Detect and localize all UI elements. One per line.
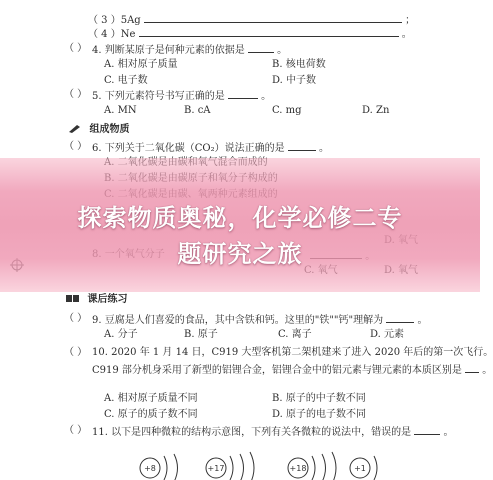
answer-blank[interactable] <box>144 12 402 23</box>
nucleus-charge-label: +17 <box>207 464 225 473</box>
fill-item-3-label: （ 3 ）5Ag <box>88 15 141 26</box>
option-c[interactable]: C. mg <box>272 105 302 116</box>
atom-structure-diagrams <box>0 444 480 480</box>
answer-paren[interactable]: （ ） <box>64 313 88 324</box>
book-icon <box>66 294 80 303</box>
option-d[interactable]: D. 中子数 <box>272 75 317 86</box>
answer-paren[interactable]: （ ） <box>64 43 88 54</box>
fill-item-4-label: （ 4 ）Ne <box>88 29 136 40</box>
option-d[interactable]: D. 元素 <box>370 329 405 340</box>
option-a[interactable]: A. 分子 <box>104 329 138 340</box>
atom-diagram-1 <box>140 454 178 480</box>
atom-diagram-4 <box>350 456 377 480</box>
answer-blank[interactable] <box>386 312 414 323</box>
fill-item-3-end: ； <box>405 15 416 26</box>
atom-diagram-3 <box>288 452 336 480</box>
answer-paren[interactable]: （ ） <box>64 347 88 358</box>
question-11-text: 11. 以下是四种微粒的结构示意图，下列有关各微粒的说法中，错误的是 <box>92 427 412 438</box>
nucleus-charge-label: +1 <box>354 464 366 473</box>
question-4-stem <box>92 42 287 58</box>
question-6-stem <box>92 140 329 156</box>
question-6-text: 6. 下列关于二氧化碳（CO₂）说法正确的是 <box>92 143 285 154</box>
answer-paren[interactable]: （ ） <box>64 89 88 100</box>
option-b[interactable]: B. 原子 <box>184 329 218 340</box>
section-heading-compose <box>68 123 129 137</box>
question-4-end: 。 <box>277 45 288 56</box>
question-9-end: 。 <box>417 315 428 326</box>
question-6-end: 。 <box>318 143 329 154</box>
option-c[interactable]: C. 电子数 <box>104 75 148 86</box>
option-b[interactable]: B. 核电荷数 <box>272 59 326 70</box>
question-11-stem <box>92 424 453 440</box>
fill-item-4 <box>88 26 412 42</box>
pencil-icon <box>68 124 82 133</box>
option-c[interactable]: C. 原子的质子数不同 <box>104 409 198 420</box>
question-5-stem <box>92 88 271 104</box>
answer-blank[interactable] <box>228 88 258 99</box>
question-5-end: 。 <box>261 91 272 102</box>
atom-diagram-2 <box>206 452 254 480</box>
answer-blank[interactable] <box>288 140 316 151</box>
banner-headline-line-1: 探索物质奥秘，化学必修二专 <box>77 204 403 232</box>
answer-paren[interactable]: （ ） <box>64 425 88 436</box>
section-heading-text: 组成物质 <box>89 124 130 135</box>
option-d[interactable]: D. Zn <box>362 105 390 116</box>
option-b[interactable]: B. 原子的中子数不同 <box>272 393 366 404</box>
answer-blank[interactable] <box>248 42 274 53</box>
answer-blank[interactable] <box>465 362 479 373</box>
question-10-end: 。 <box>482 365 493 376</box>
banner-headline <box>0 200 480 272</box>
question-10-text-2: C919 部分机身采用了新型的铝锂合金，铝锂合金中的铝元素与锂元素的本质区别是 <box>92 365 462 376</box>
question-4-text: 4. 判断某原子是何种元素的依据是 <box>92 45 245 56</box>
fill-item-4-end: 。 <box>401 29 412 40</box>
option-a[interactable]: A. MN <box>104 105 137 116</box>
option-c[interactable]: C. 离子 <box>278 329 312 340</box>
section-heading-practice <box>66 293 127 307</box>
question-9-stem <box>92 312 428 328</box>
answer-blank[interactable] <box>414 424 440 435</box>
answer-blank[interactable] <box>139 26 399 37</box>
option-a[interactable]: A. 相对原子质量不同 <box>104 393 198 404</box>
option-d[interactable]: D. 原子的电子数不同 <box>272 409 367 420</box>
nucleus-charge-label: +18 <box>289 464 307 473</box>
banner-headline-line-2: 题研究之旅 <box>177 240 303 268</box>
nucleus-charge-label: +8 <box>144 464 156 473</box>
question-5-text: 5. 下列元素符号书写正确的是 <box>92 91 225 102</box>
question-10-stem-2 <box>92 362 492 378</box>
question-10-stem: 10. 2020 年 1 月 14 日，C919 大型客机第二架机建来了进入 2020 年后的第一次飞行。 <box>92 347 493 358</box>
section-heading-text: 课后练习 <box>87 294 128 305</box>
question-9-text: 9. 豆腐是人们喜爱的食品，其中含铁和钙。这里的"铁""钙"理解为 <box>92 315 384 326</box>
option-b[interactable]: B. cA <box>184 105 211 116</box>
option-a[interactable]: A. 相对原子质量 <box>104 59 178 70</box>
answer-paren[interactable]: （ ） <box>64 141 88 152</box>
question-11-end: 。 <box>443 427 454 438</box>
